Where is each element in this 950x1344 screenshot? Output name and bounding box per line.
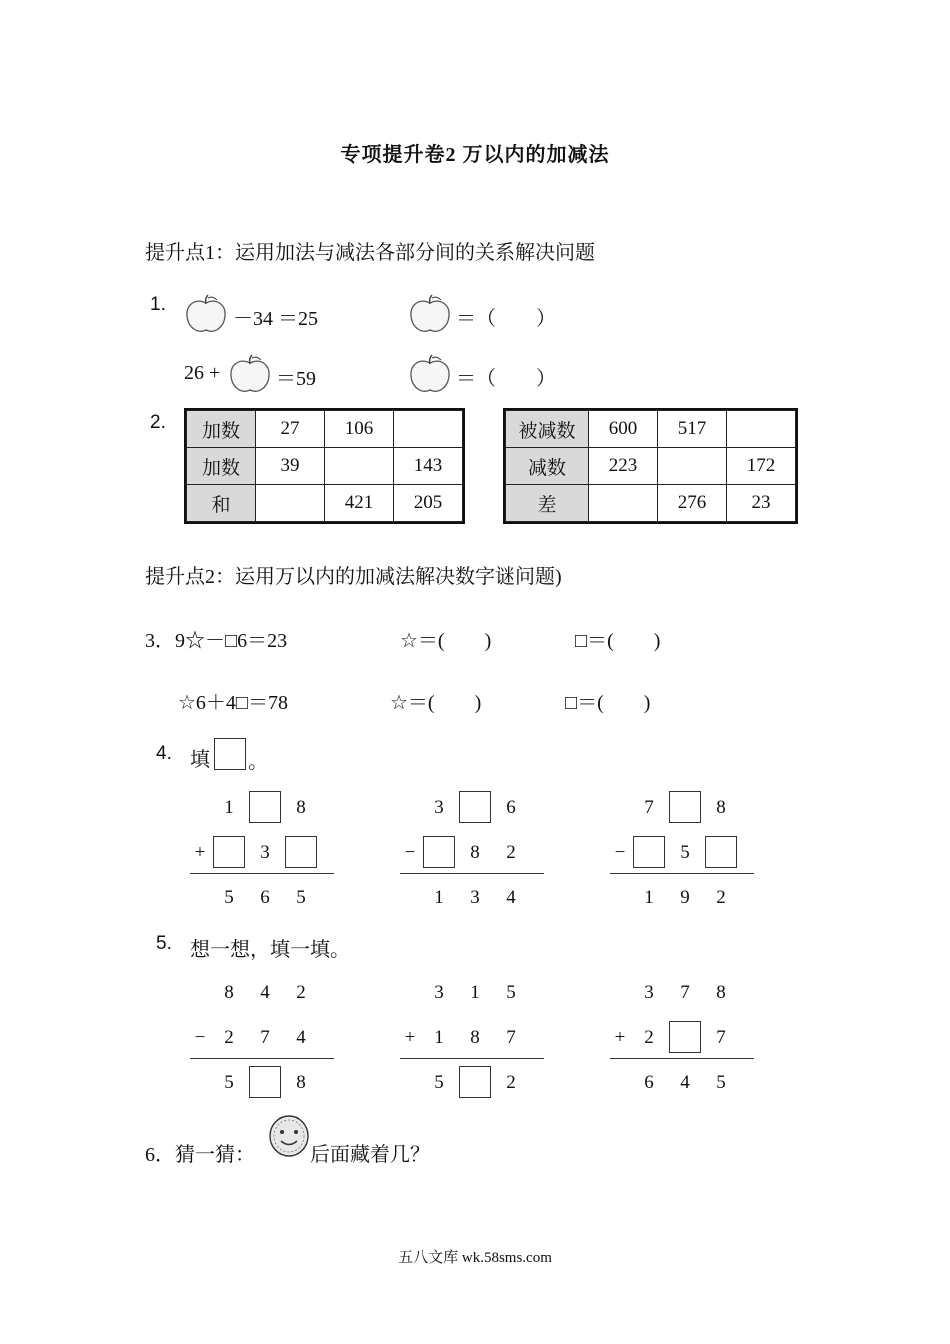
- q5-prompt: 想一想，填一填。: [190, 939, 350, 961]
- answer-box[interactable]: [459, 1066, 491, 1098]
- digit: 2: [506, 842, 516, 863]
- digit: 1: [224, 797, 234, 818]
- q1-answer-1: ＝（ ）: [456, 308, 556, 330]
- apple-icon: [408, 354, 452, 394]
- table-cell: 172: [727, 448, 796, 485]
- q3-line1-star-answer: ☆＝( ): [400, 630, 492, 652]
- answer-box[interactable]: [423, 836, 455, 868]
- table-cell: [658, 448, 727, 485]
- table-cell: [727, 411, 796, 448]
- digit: 5: [224, 887, 234, 908]
- digit: 8: [716, 797, 726, 818]
- table-cell: 421: [325, 485, 394, 522]
- table-row: [187, 448, 463, 485]
- digit: 1: [434, 887, 444, 908]
- digit: 7: [716, 1027, 726, 1048]
- answer-box[interactable]: [705, 836, 737, 868]
- table-cell: 600: [589, 411, 658, 448]
- digit: 2: [506, 1072, 516, 1093]
- table-cell: 223: [589, 448, 658, 485]
- subtraction-table: [503, 408, 798, 524]
- q4-prompt-post: 。: [248, 751, 268, 773]
- table-header-cell: 被减数: [506, 411, 589, 448]
- answer-box: [214, 738, 246, 770]
- q1-eq2-left: 26 +: [184, 362, 221, 384]
- table-header-cell: 减数: [506, 448, 589, 485]
- table-cell: 517: [658, 411, 727, 448]
- footer-watermark: 五八文库 wk.58sms.com: [398, 1250, 552, 1266]
- q4-label: 4.: [156, 743, 172, 764]
- digit: 8: [470, 842, 480, 863]
- digit: 5: [296, 887, 306, 908]
- table-row: [506, 448, 796, 485]
- sum-line: [400, 1058, 544, 1059]
- q1-answer-2: ＝（ ）: [456, 368, 556, 390]
- digit: 9: [680, 887, 690, 908]
- digit: 7: [260, 1027, 270, 1048]
- table-cell: 276: [658, 485, 727, 522]
- answer-box[interactable]: [285, 836, 317, 868]
- digit: 1: [644, 887, 654, 908]
- q3-line2-star-answer: ☆＝( ): [390, 692, 482, 714]
- table-row: [187, 485, 463, 522]
- digit: 1: [470, 982, 480, 1003]
- answer-box[interactable]: [669, 1021, 701, 1053]
- sum-line: [400, 873, 544, 874]
- digit: 5: [506, 982, 516, 1003]
- q3-line2-box-answer: □＝( ): [565, 692, 651, 714]
- table-cell: 39: [256, 448, 325, 485]
- addition-table-grid: [186, 410, 463, 522]
- answer-box[interactable]: [249, 1066, 281, 1098]
- answer-box[interactable]: [633, 836, 665, 868]
- digit: 3: [470, 887, 480, 908]
- digit: 8: [224, 982, 234, 1003]
- digit: 8: [470, 1027, 480, 1048]
- table-cell: 106: [325, 411, 394, 448]
- table-row: [506, 411, 796, 448]
- digit: 8: [296, 797, 306, 818]
- digit: 3: [434, 797, 444, 818]
- operator-sign: +: [404, 1027, 416, 1048]
- operator-sign: −: [614, 842, 626, 863]
- digit: 5: [224, 1072, 234, 1093]
- sum-line: [610, 873, 754, 874]
- table-cell: 143: [394, 448, 463, 485]
- answer-box[interactable]: [669, 791, 701, 823]
- table-cell: 205: [394, 485, 463, 522]
- digit: 4: [260, 982, 270, 1003]
- digit: 4: [680, 1072, 690, 1093]
- digit: 3: [434, 982, 444, 1003]
- digit: 5: [716, 1072, 726, 1093]
- q6-prefix: 6．猜一猜：: [145, 1144, 255, 1166]
- digit: 2: [296, 982, 306, 1003]
- q4-prompt-pre: 填: [190, 749, 210, 771]
- table-header-cell: 和: [187, 485, 256, 522]
- apple-icon: [228, 354, 272, 394]
- section-heading-1: 提升点1：运用加法与减法各部分间的关系解决问题: [145, 242, 595, 264]
- table-cell: [256, 485, 325, 522]
- sum-line: [190, 873, 334, 874]
- digit: 3: [260, 842, 270, 863]
- digit: 6: [506, 797, 516, 818]
- section-heading-2: 提升点2：运用万以内的加减法解决数字谜问题): [145, 566, 562, 588]
- table-row: [187, 411, 463, 448]
- apple-icon: [408, 294, 452, 334]
- apple-icon: [184, 294, 228, 334]
- digit: 2: [716, 887, 726, 908]
- digit: 4: [296, 1027, 306, 1048]
- table-row: [506, 485, 796, 522]
- digit: 2: [644, 1027, 654, 1048]
- q1-eq2-right: ＝59: [276, 368, 316, 390]
- digit: 7: [506, 1027, 516, 1048]
- table-cell: 23: [727, 485, 796, 522]
- digit: 4: [506, 887, 516, 908]
- table-cell: [394, 411, 463, 448]
- digit: 1: [434, 1027, 444, 1048]
- q6-suffix: 后面藏着几？: [310, 1144, 430, 1166]
- digit: 5: [680, 842, 690, 863]
- smiley-face-icon: [268, 1114, 310, 1158]
- addition-table: [184, 408, 465, 524]
- table-cell: 27: [256, 411, 325, 448]
- digit: 6: [260, 887, 270, 908]
- q2-label: 2.: [150, 412, 166, 433]
- page-title: 专项提升卷2 万以内的加减法: [340, 144, 610, 166]
- table-header-cell: 加数: [187, 411, 256, 448]
- digit: 3: [644, 982, 654, 1003]
- q3-line1: 3．9☆－□6＝23: [145, 630, 288, 652]
- q5-label: 5.: [156, 933, 172, 954]
- operator-sign: −: [194, 1027, 206, 1048]
- digit: 7: [644, 797, 654, 818]
- q1-eq1-right: －34 ＝25: [233, 308, 318, 330]
- operator-sign: +: [194, 842, 206, 863]
- table-cell: [325, 448, 394, 485]
- q3-line2: ☆6＋4□＝78: [178, 692, 289, 714]
- table-header-cell: 差: [506, 485, 589, 522]
- digit: 8: [296, 1072, 306, 1093]
- q3-line1-box-answer: □＝( ): [575, 630, 661, 652]
- q1-label: 1.: [150, 294, 166, 315]
- digit: 5: [434, 1072, 444, 1093]
- answer-box[interactable]: [213, 836, 245, 868]
- answer-box[interactable]: [459, 791, 491, 823]
- table-header-cell: 加数: [187, 448, 256, 485]
- digit: 2: [224, 1027, 234, 1048]
- answer-box[interactable]: [249, 791, 281, 823]
- subtraction-table-grid: [505, 410, 796, 522]
- digit: 6: [644, 1072, 654, 1093]
- digit: 7: [680, 982, 690, 1003]
- operator-sign: −: [404, 842, 416, 863]
- sum-line: [610, 1058, 754, 1059]
- operator-sign: +: [614, 1027, 626, 1048]
- digit: 8: [716, 982, 726, 1003]
- sum-line: [190, 1058, 334, 1059]
- table-cell: [589, 485, 658, 522]
